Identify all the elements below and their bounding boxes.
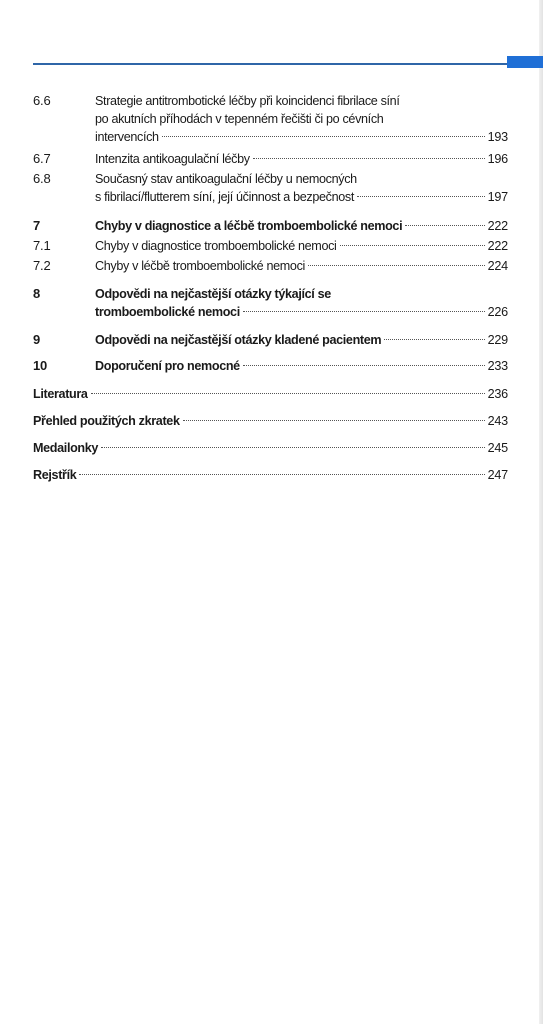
leader-dots — [79, 474, 484, 475]
toc-page-number: 233 — [487, 359, 508, 373]
toc-page-number: 229 — [487, 333, 508, 347]
toc-title-line: Chyby v diagnostice a léčbě tromboembolické nemoci — [95, 219, 403, 233]
toc-title-line: Medailonky — [33, 441, 99, 455]
toc-page-number: 222 — [487, 239, 508, 253]
toc-title — [95, 237, 508, 255]
toc-number: 10 — [33, 358, 48, 373]
toc-title-line: Současný stav antikoagulační léčby u nemocných — [95, 172, 357, 186]
toc-page-number: 247 — [487, 468, 508, 482]
leader-dots — [253, 158, 485, 159]
leader-dots — [91, 393, 485, 394]
leader-dots — [308, 265, 485, 266]
toc-page-number: 222 — [487, 219, 508, 233]
toc-title-line: Rejstřík — [33, 468, 77, 482]
toc-number: 7 — [33, 218, 41, 233]
toc-title — [33, 385, 508, 403]
toc-title-line: Chyby v léčbě tromboembolické nemoci — [95, 259, 305, 273]
toc-title-line: Strategie antitrombotické léčby při koincidenci fibrilace síní — [95, 94, 400, 108]
toc-title — [95, 257, 508, 275]
toc-page-number: 243 — [487, 414, 508, 428]
leader-dots — [357, 196, 485, 197]
leader-dots — [101, 447, 484, 448]
toc-title — [33, 466, 508, 484]
leader-dots — [243, 311, 485, 312]
toc-title-line: Doporučení pro nemocné — [95, 359, 240, 373]
leader-dots — [405, 225, 484, 226]
toc-number: 7.1 — [33, 238, 51, 253]
toc-title-line: Intenzita antikoagulační léčby — [95, 152, 250, 166]
leader-dots — [384, 339, 484, 340]
leader-dots — [243, 365, 485, 366]
page-edge — [539, 0, 543, 1024]
toc-page-number: 196 — [487, 152, 508, 166]
toc-page-number: 226 — [487, 305, 508, 319]
toc-page-number: 245 — [487, 441, 508, 455]
toc-number: 8 — [33, 286, 41, 301]
toc-title — [95, 331, 508, 349]
toc-title — [95, 150, 508, 168]
toc-title — [95, 92, 508, 146]
toc-page-number: 236 — [487, 387, 508, 401]
toc-title-line: Literatura — [33, 387, 88, 401]
toc-title-line: Odpovědi na nejčastější otázky týkající se — [95, 287, 331, 301]
toc-title-line: s fibrilací/flutterem síní, její účinnost a bezpečnost — [95, 190, 354, 204]
leader-dots — [162, 136, 485, 137]
toc-title — [33, 439, 508, 457]
leader-dots — [183, 420, 485, 421]
header-rule — [33, 63, 509, 65]
toc-title-line: tromboembolické nemoci — [95, 305, 240, 319]
toc-page-number: 224 — [487, 259, 508, 273]
toc-title — [95, 285, 508, 321]
toc-number: 7.2 — [33, 258, 51, 273]
toc-title-line: Chyby v diagnostice tromboembolické nemoci — [95, 239, 337, 253]
toc-title — [33, 412, 508, 430]
toc-title — [95, 357, 508, 375]
toc-number: 6.6 — [33, 93, 51, 108]
toc-title-line: intervencích — [95, 130, 159, 144]
toc-title — [95, 217, 508, 235]
toc-number: 6.8 — [33, 171, 51, 186]
toc-number: 9 — [33, 332, 41, 347]
toc-number: 6.7 — [33, 151, 51, 166]
toc-page-number: 197 — [487, 190, 508, 204]
toc-title-line: Přehled použitých zkratek — [33, 414, 180, 428]
toc-page-number: 193 — [487, 130, 508, 144]
leader-dots — [340, 245, 485, 246]
header-color-tab — [507, 56, 543, 68]
toc-title-line: Odpovědi na nejčastější otázky kladené pacientem — [95, 333, 382, 347]
toc-title — [95, 170, 508, 206]
toc-title-line: po akutních příhodách v tepenném řečišti či po cévních — [95, 112, 384, 126]
